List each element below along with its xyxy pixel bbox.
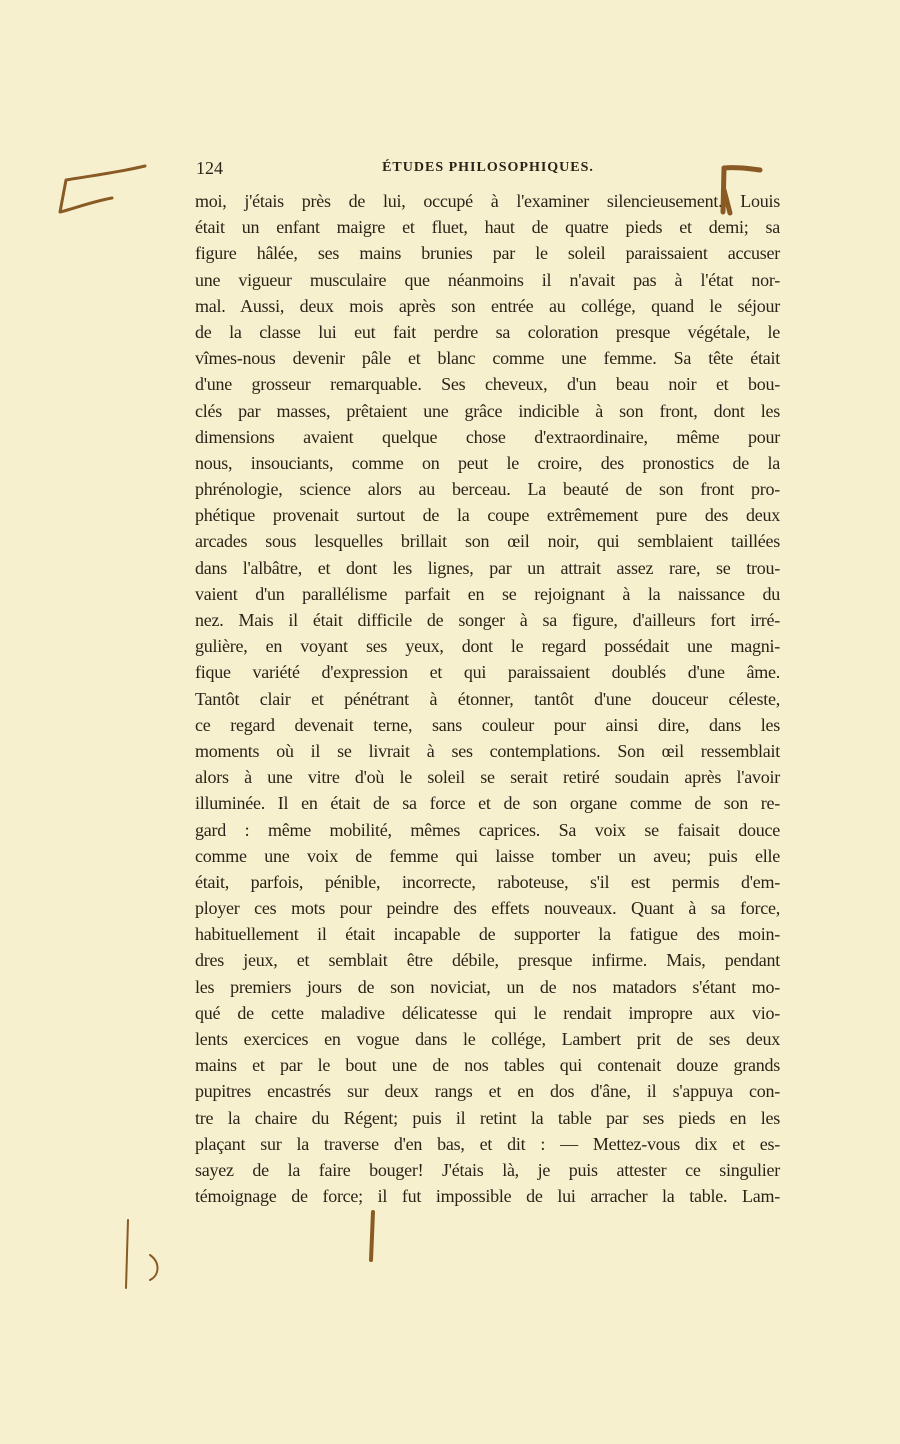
- page-body-text: [195, 188, 780, 1209]
- text-line: les premiers jours de son noviciat, un de nos matadors s'étant mo-: [195, 976, 780, 997]
- text-line: figure hâlée, ses mains brunies par le soleil paraissaient accuser: [195, 243, 780, 264]
- text-line: Tantôt clair et pénétrant à étonner, tantôt d'une douceur céleste,: [195, 688, 780, 709]
- text-line: clés par masses, prêtaient une grâce indicible à son front, dont les: [195, 400, 780, 421]
- text-line: nez. Mais il était difficile de songer à sa figure, d'ailleurs fort irré-: [195, 610, 780, 630]
- text-line: comme une voix de femme qui laisse tomber un aveu; puis elle: [195, 845, 780, 866]
- text-line: d'une grosseur remarquable. Ses cheveux, d'un beau noir et bou-: [195, 374, 780, 395]
- text-line: était un enfant maigre et fluet, haut de quatre pieds et demi; sa: [195, 217, 780, 238]
- text-line: alors à une vitre d'où le soleil se serait retiré soudain après l'avoir: [195, 767, 780, 788]
- text-line: nous, insouciants, comme on peut le croire, des pronostics de la: [195, 452, 780, 473]
- text-line: témoignage de force; il fut impossible de lui arracher la table. Lam-: [195, 1186, 780, 1207]
- text-line: arcades sous lesquelles brillait son œil noir, qui semblaient taillées: [195, 531, 780, 552]
- text-line: moi, j'étais près de lui, occupé à l'examiner silencieusement. Louis: [195, 191, 780, 211]
- text-line: lents exercices en vogue dans le collége, Lambert prit de ses deux: [195, 1029, 780, 1049]
- text-line: était, parfois, pénible, incorrecte, raboteuse, s'il est permis d'em-: [195, 871, 780, 892]
- text-line: phétique provenait surtout de la coupe extrêmement pure des deux: [195, 505, 780, 526]
- page-number: 124: [196, 158, 223, 178]
- text-line: illuminée. Il en était de sa force et de son organe comme de son re-: [195, 793, 780, 814]
- text-line: phrénologie, science alors au berceau. La beauté de son front pro-: [195, 479, 780, 500]
- bottom-vertical-mark: [371, 1212, 373, 1260]
- text-line: dres jeux, et semblait être débile, presque infirme. Mais, pendant: [195, 950, 780, 971]
- text-line: de la classe lui eut fait perdre sa coloration presque végétale, le: [195, 321, 780, 342]
- text-line: une vigueur musculaire que néanmoins il n'avait pas à l'état nor-: [195, 269, 780, 290]
- text-line: sayez de la faire bouger! J'étais là, je puis attester ce singulier: [195, 1159, 780, 1180]
- text-line: gulière, en voyant ses yeux, dont le regard possédait une magni-: [195, 636, 780, 657]
- text-line: vîmes-nous devenir pâle et blanc comme une femme. Sa tête était: [195, 348, 780, 369]
- text-line: mal. Aussi, deux mois après son entrée au collége, quand le séjour: [195, 295, 780, 316]
- running-title: ÉTUDES PHILOSOPHIQUES.: [382, 160, 594, 175]
- text-line: habituellement il était incapable de supporter la fatigue des moin-: [195, 924, 780, 945]
- text-line: gard : même mobilité, mêmes caprices. Sa voix se faisait douce: [195, 819, 780, 840]
- text-line: dans l'albâtre, et dont les lignes, par un attrait assez rare, se trou-: [195, 557, 780, 578]
- text-line: moments où il se livrait à ses contemplations. Son œil ressemblait: [195, 740, 780, 761]
- page-header: [196, 158, 780, 184]
- text-line: pupitres encastrés sur deux rangs et en dos d'âne, il s'appuya con-: [195, 1081, 780, 1102]
- text-line: ployer ces mots pour peindre des effets nouveaux. Quant à sa force,: [195, 898, 780, 919]
- text-line: dimensions avaient quelque chose d'extraordinaire, même pour: [195, 426, 780, 447]
- bottom-left-mark: [126, 1220, 158, 1288]
- text-line: plaçant sur la traverse d'en bas, et dit : — Mettez-vous dix et es-: [195, 1133, 780, 1154]
- text-line: fique variété d'expression et qui paraissaient doublés d'une âme.: [195, 662, 780, 683]
- text-line: qué de cette maladive délicatesse qui le rendait impropre aux vio-: [195, 1002, 780, 1023]
- text-line: tre la chaire du Régent; puis il retint la table par ses pieds en les: [195, 1107, 780, 1128]
- text-line: vaient d'un parallélisme parfait en se rejoignant à la naissance du: [195, 583, 780, 604]
- left-bracket-mark: [60, 166, 145, 212]
- text-line: mains et par le bout une de nos tables qui contenait douze grands: [195, 1055, 780, 1076]
- text-line: ce regard devenait terne, sans couleur pour ainsi dire, dans les: [195, 714, 780, 735]
